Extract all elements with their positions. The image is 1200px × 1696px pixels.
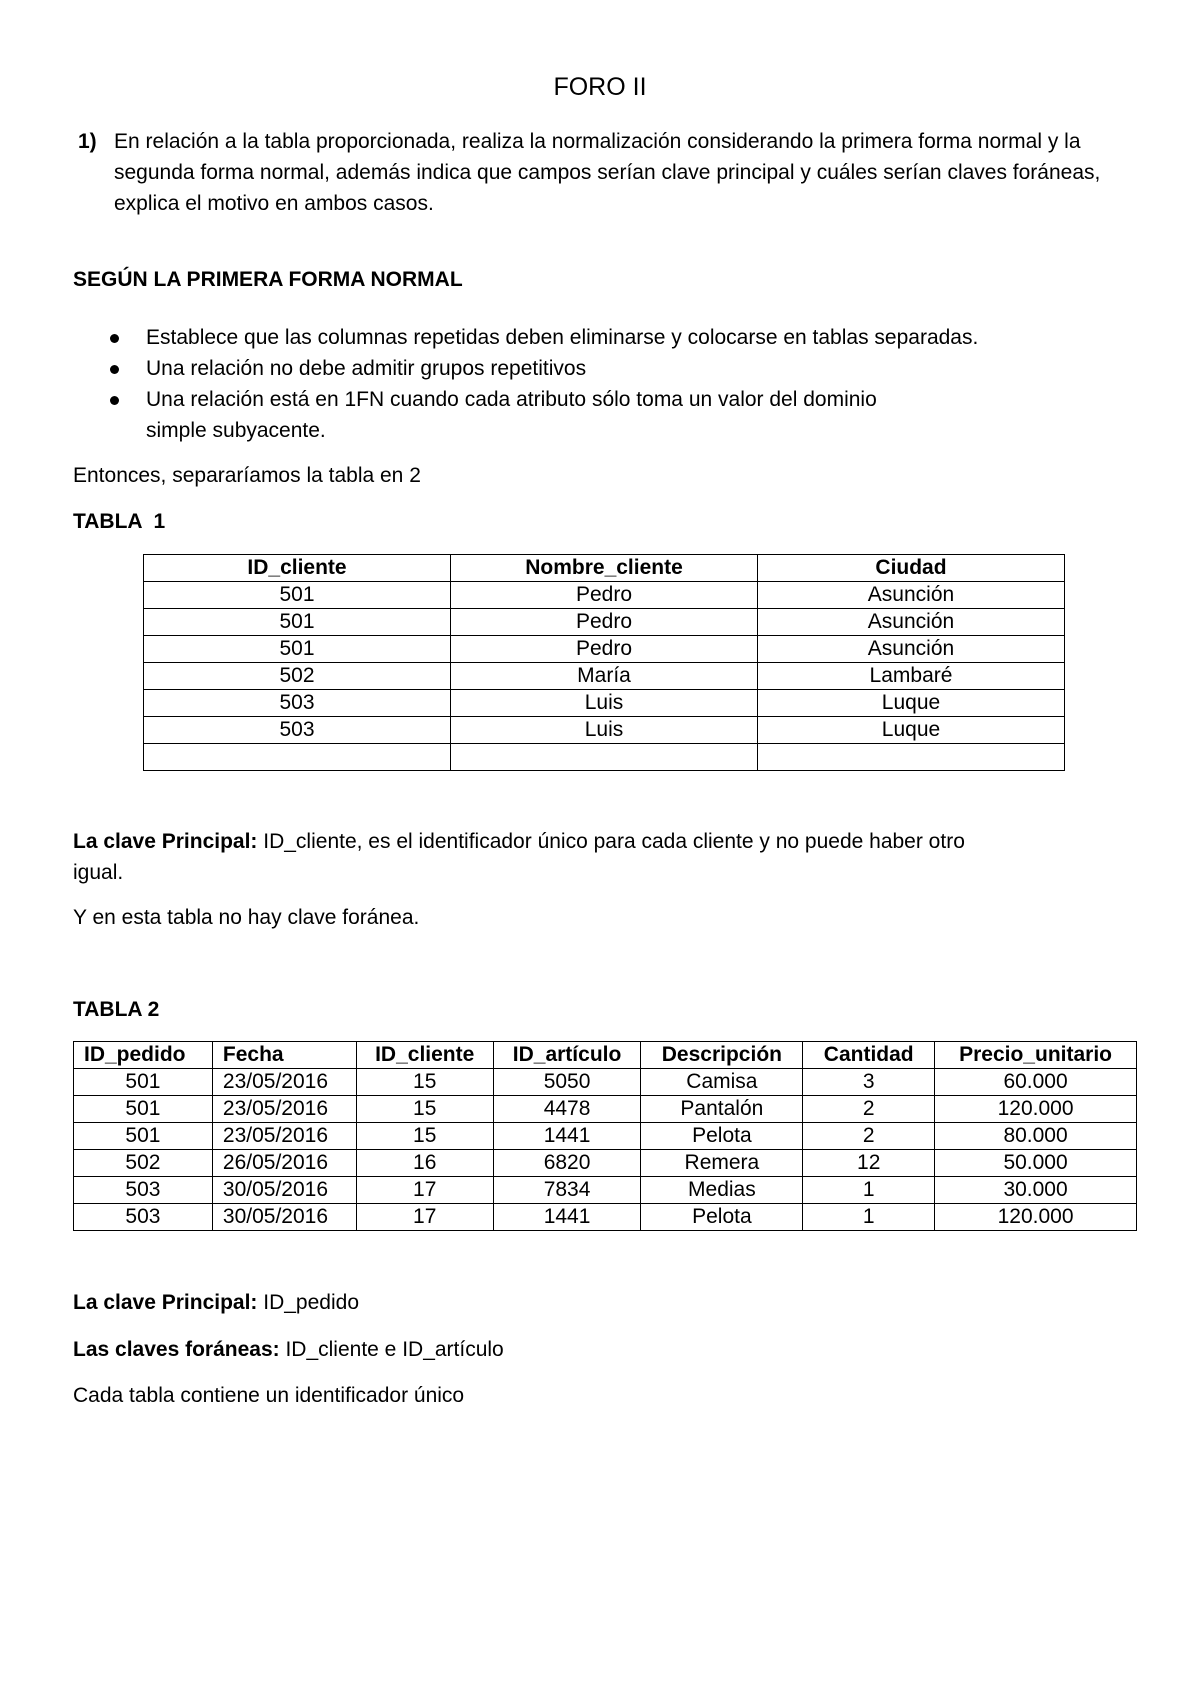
primary-key-label: La clave Principal: [73,830,258,853]
table-cell: Luis [451,690,758,717]
table-cell: Camisa [641,1069,803,1096]
table-cell [451,744,758,771]
bullet-item [73,384,978,415]
table-cell: 26/05/2016 [212,1150,356,1177]
table-cell: 4478 [493,1096,641,1123]
table-cell: Asunción [758,582,1065,609]
bullet-list [73,322,978,446]
bullet-item [73,322,978,353]
table-cell: 503 [144,690,451,717]
table-cell: 2 [803,1123,935,1150]
table-cell: 15 [356,1096,493,1123]
table-cell: Asunción [758,636,1065,663]
table-cell: 502 [144,663,451,690]
table-cell: 503 [144,717,451,744]
table-header-row [74,1042,1137,1069]
table-cell: 501 [144,636,451,663]
primary-key-text: ID_pedido [257,1291,359,1314]
table-header-cell: ID_cliente [144,555,451,582]
bullet-item [73,353,978,384]
table-header-cell: Fecha [212,1042,356,1069]
table-cell: 2 [803,1096,935,1123]
bullet-continuation [73,415,978,446]
table-row [74,1150,1137,1177]
table-cell: 17 [356,1177,493,1204]
table-header-cell: ID_pedido [74,1042,213,1069]
table-cell: Remera [641,1150,803,1177]
table2-label: TABLA 2 [73,998,160,1021]
table-header-cell: Descripción [641,1042,803,1069]
table-header-cell: Precio_unitario [935,1042,1137,1069]
table-cell: 30/05/2016 [212,1204,356,1231]
table-cell: 23/05/2016 [212,1123,356,1150]
table-cell: 17 [356,1204,493,1231]
question-number: 1) [78,130,97,153]
table-cell: 50.000 [935,1150,1137,1177]
table-cell: 23/05/2016 [212,1069,356,1096]
table1-primary-key-note-cont: igual. [73,861,124,884]
table2-primary-key-note [73,1287,359,1318]
table1-primary-key-note [73,826,965,857]
table-cell: Pelota [641,1204,803,1231]
table-cell: 120.000 [935,1204,1137,1231]
table-row-empty [144,744,1065,771]
table-row [74,1096,1137,1123]
table-cell: 1 [803,1177,935,1204]
table-cell: 30/05/2016 [212,1177,356,1204]
section-heading: SEGÚN LA PRIMERA FORMA NORMAL [73,268,463,291]
table1-label: TABLA 1 [73,510,166,533]
table-cell: 7834 [493,1177,641,1204]
table-cell: Pedro [451,636,758,663]
table-cell: Medias [641,1177,803,1204]
table-cell: 503 [74,1204,213,1231]
table-cell [144,744,451,771]
table-row [74,1123,1137,1150]
bullet-text: Una relación está en 1FN cuando cada atributo sólo toma un valor del dominio [146,388,877,411]
table-cell: 5050 [493,1069,641,1096]
table-cell: María [451,663,758,690]
foreign-key-label: Las claves foráneas: [73,1338,280,1361]
table1-foreign-key-note: Y en esta tabla no hay clave foránea. [73,906,420,929]
table-cell: 16 [356,1150,493,1177]
table-row [144,690,1065,717]
table-row [74,1069,1137,1096]
table-cell: 60.000 [935,1069,1137,1096]
table-cell: Luque [758,690,1065,717]
table-row [144,609,1065,636]
primary-key-text: ID_cliente, es el identificador único para cada cliente y no puede haber otro [257,830,965,853]
table2-foreign-key-note [73,1334,504,1365]
table-cell: 6820 [493,1150,641,1177]
table-cell: 1441 [493,1204,641,1231]
table-cell: 30.000 [935,1177,1137,1204]
table-header-cell: Cantidad [803,1042,935,1069]
document-title: FORO II [553,73,647,101]
intro-text: Entonces, separaríamos la tabla en 2 [73,464,421,487]
bullet-dot-icon [110,396,119,405]
bullet-dot-icon [110,334,119,343]
table-cell: 502 [74,1150,213,1177]
table-cell: Pantalón [641,1096,803,1123]
table-cell: 1441 [493,1123,641,1150]
table-row [144,582,1065,609]
table-cell: 501 [74,1123,213,1150]
bullet-dot-icon [110,365,119,374]
primary-key-label: La clave Principal: [73,1291,258,1314]
closing-text: Cada tabla contiene un identificador único [73,1384,465,1407]
table-cell: Asunción [758,609,1065,636]
table-cell: 12 [803,1150,935,1177]
table-cell: Pelota [641,1123,803,1150]
table-cell: 501 [144,582,451,609]
table-cell: Lambaré [758,663,1065,690]
table-cell: 23/05/2016 [212,1096,356,1123]
table-cell: 15 [356,1123,493,1150]
table-header-cell: ID_cliente [356,1042,493,1069]
table1 [143,554,1065,771]
table-cell: 501 [144,609,451,636]
table-cell: Pedro [451,609,758,636]
table-cell: 3 [803,1069,935,1096]
table-header-cell: Ciudad [758,555,1065,582]
table-row [144,663,1065,690]
foreign-key-text: ID_cliente e ID_artículo [279,1338,504,1361]
table2 [73,1041,1137,1231]
table-cell: 120.000 [935,1096,1137,1123]
table-cell: Luque [758,717,1065,744]
question-text: En relación a la tabla proporcionada, realiza la normalización considerando la primera forma normal y la segunda forma normal, además indica que campos serían clave principal y cuáles serían claves foráneas, explica el motivo en ambos casos. [114,130,1101,215]
table-cell: 501 [74,1069,213,1096]
table-cell: Luis [451,717,758,744]
bullet-text: Una relación no debe admitir grupos repetitivos [146,357,587,380]
table-cell: Pedro [451,582,758,609]
table-cell: 1 [803,1204,935,1231]
table-header-cell: ID_artículo [493,1042,641,1069]
table-cell [758,744,1065,771]
table-row [144,636,1065,663]
bullet-text: simple subyacente. [146,419,326,442]
table-row [74,1177,1137,1204]
bullet-text: Establece que las columnas repetidas deben eliminarse y colocarse en tablas separadas. [146,326,979,349]
table-row [144,717,1065,744]
table-header-row [144,555,1065,582]
table-header-cell: Nombre_cliente [451,555,758,582]
table-row [74,1204,1137,1231]
table-cell: 15 [356,1069,493,1096]
table-cell: 80.000 [935,1123,1137,1150]
table-cell: 501 [74,1096,213,1123]
table-cell: 503 [74,1177,213,1204]
